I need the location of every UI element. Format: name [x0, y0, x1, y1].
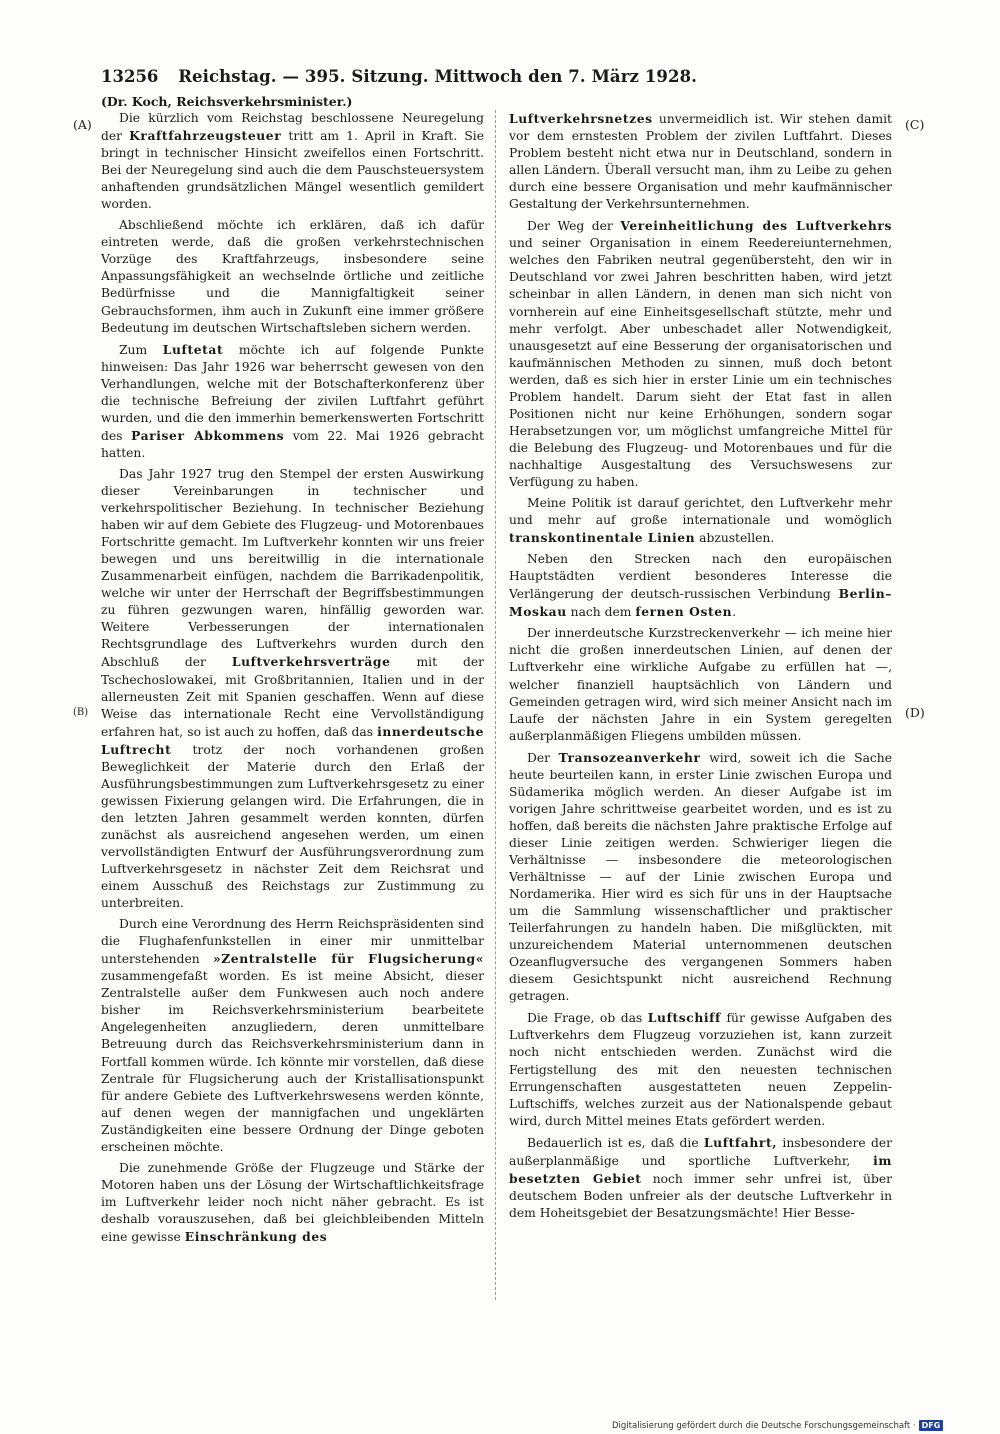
paragraph: [101, 466, 484, 912]
paragraph: [101, 916, 484, 1156]
text-run: Die kürzlich vom Reichstag beschlossene Neuregelung der: [101, 111, 484, 144]
paragraph: [509, 1009, 892, 1129]
digitization-footer: [612, 1420, 992, 1432]
dfg-logo-badge: DFG: [919, 1420, 944, 1431]
emphasis: Pariser Abkommens: [131, 427, 285, 443]
footer-credit: Digitalisierung gefördert durch die Deutsche Forschungsgemeinschaft ·: [612, 1421, 916, 1431]
margin-marker-b: (B): [73, 707, 89, 718]
emphasis: Vereinheitlichung des Luftverkehrs: [620, 218, 892, 234]
emphasis: Luftschiff: [647, 1010, 721, 1026]
emphasis: Luftfahrt,: [703, 1134, 778, 1150]
text-run: vom 22. Mai 1926 gebracht hatten.: [101, 428, 484, 460]
text-run: für gewisse Aufgaben des Luftverkehrs dem Flugzeug vorzuziehen ist, kann zurzeit noch nicht entschieden werden. Zunächst wird die Fertigstellung des mit den neuesten technischen Errungenschaften ausgestatteten neuen Zeppelin-Luftschiffs, welches zurzeit aus der Nationalspende gebaut wird, durch Mittel meines Etats gefördert werden.: [509, 1011, 892, 1128]
emphasis: fernen Osten: [635, 604, 733, 620]
emphasis: Luftverkehrsverträge: [231, 654, 391, 670]
text-run: Bedauerlich ist es, daß die: [527, 1135, 704, 1150]
text-run: abzustellen.: [695, 531, 775, 546]
text-run: mit der Tschechoslowakei, mit Großbritannien, Italien und in der allerneusten Zeit mit Spanien geschaffen. Wenn auf diese Weise das internationale Recht eine Vervollständigung erfahren hat, so ist auch zu hoffen, daß das: [101, 655, 484, 739]
text-run: Die zunehmende Größe der Flugzeuge und Stärke der Motoren haben uns der Lösung der Wirtschaftlichkeitsfrage im Luftverkehr leider noch nicht näher gebracht. Es ist deshalb vorauszusehen, daß bei gleichbleibenden Mitteln eine gewisse: [101, 1160, 484, 1244]
right-column: [509, 110, 892, 1310]
text-run: Neben den Strecken nach den europäischen Hauptstädten verdient besonderes Interesse die Verlängerung der deutsch-russischen Verbindung: [509, 552, 892, 602]
emphasis: Einschränkung des: [184, 1229, 328, 1244]
emphasis: transkontinentale Linien: [509, 530, 696, 546]
emphasis: Kraftfahrzeugsteuer: [129, 128, 282, 144]
column-divider: [495, 110, 496, 1300]
margin-marker-c: (C): [905, 117, 925, 132]
text-run: unvermeidlich ist. Wir stehen damit vor dem ernstesten Problem der zivilen Luftfahrt. Dieses Problem besteht nicht etwa nur in Deutschland, sondern in allen Ländern. Überall versucht man, ihm zu Leibe zu gehen durch eine bessere Organisation und mehr kaufmännischer Gestaltung der Verkehrsunternehmen.: [509, 112, 892, 212]
paragraph: [509, 551, 892, 621]
text-run: zusammengefaßt worden. Es ist meine Absicht, dieser Zentralstelle außer dem Funkwesen auch noch andere bisher im Reichsverkehrsministerium bearbeitete Angelegenheiten anzugliedern, deren unmittelbare Betreuung durch das Reichsverkehrsministerium dann in Fortfall kommen würde. Ich könnte mir vorstellen, daß diese Zentrale für Flugsicherung auch der Kristallisationspunkt für andere Gebiete des Luftverkehrswesens werden könnte, auf denen wegen der mannigfachen und ungeklärten Zuständigkeiten eine bessere Ordnung der Dinge geboten erscheinen möchte.: [101, 969, 484, 1154]
page-number: 13256: [101, 67, 159, 86]
paragraph: [101, 110, 484, 213]
emphasis: innerdeutsche Luftrecht: [101, 723, 484, 757]
paragraph: [509, 110, 892, 213]
emphasis: Luftetat: [162, 341, 224, 357]
text-run: insbesondere der außerplanmäßige und sportliche Luftverkehr,: [509, 1135, 892, 1168]
emphasis: Berlin–Moskau: [509, 586, 892, 620]
running-head: Reichstag. — 395. Sitzung. Mittwoch den 7. März 1928.: [178, 67, 697, 86]
text-run: noch immer sehr unfrei ist, über deutschem Boden unfreier als der deutsche Luftverkehr in dem Hoheitsgebiet der Besatzungsmächte! Hier Besse-: [509, 1171, 892, 1220]
text-run: .: [732, 605, 737, 620]
emphasis: »Zentralstelle für Flugsicherung«: [212, 951, 484, 967]
emphasis: Transozeanverkehr: [558, 749, 701, 765]
text-run: wird, soweit ich die Sache heute beurteilen kann, in erster Linie zwischen Europa und Südamerika möglich werden. An dieser Aufgabe ist im vorigen Jahre schrittweise gearbeitet worden, und es ist zu hoffen, daß bereits die nächsten Jahre praktische Erfolge auf dieser Linie zeitigen werden. Schwieriger liegen die Verhältnisse — insbesondere die meteorologischen Verhältnisse — auf der Linie zwischen Europa und Nordamerika. Hier wird es sich für uns in der Hauptsache um die Sammlung wissenschaftlicher und praktischer Teilerfahrungen zu handeln haben. Die mißglückten, mit unzureichendem Material unternommenen deutschen Ozeanflugversuche des vergangenen Sommers haben diesem Gesichtspunkt nicht ausreichend Rechnung getragen.: [509, 750, 892, 1004]
text-run: und seiner Organisation in einem Reedereiunternehmen, welches den Fabriken neutral gegenübersteht, den wir in Deutschland vor zwei Jahren beschritten haben, wird jetzt scheinbar in allen Ländern, in denen man sich nicht von vornherein auf eine Einheitsgesellschaft stützte, mehr und mehr verfolgt. Aber unbeschadet aller Notwendigkeit, unausgesetzt auf eine Besserung der organisatorischen und kaufmännischen Methoden zu sinnen, muß doch betont werden, daß es sich hier in erster Linie um ein technisches Problem handelt. Darum sieht der Etat fast in allen Positionen nicht nur keine Erhöhungen, sondern sogar Herabsetzungen vor, um möglichst umfangreiche Mittel für die Belebung des Flugzeug- und Motorenbaues und für die nachhaltige Ausgestaltung des Versuchswesens zur Verfügung zu haben.: [509, 236, 892, 489]
paragraph: Der innerdeutsche Kurzstreckenverkehr — ich meine hier nicht die großen innerdeutschen Linien, auf denen der Luftverkehr eine wirkliche Aufgabe zu erfüllen hat —, welcher finanziell hauptsächlich von Ländern und Gemeinden getragen wird, wird sich meiner Ansicht nach im Laufe der nächsten Jahre in ein System geregelten außerplanmäßigen Fliegens umbilden müssen.: [509, 626, 892, 743]
page-header: [101, 63, 697, 91]
text-run: trotz der noch vorhandenen großen Beweglichkeit der Materie durch den Erlaß der Ausführungsbestimmungen zum Luftverkehrsgesetz zu einer gewissen Fixierung gelangen wird. Die Erfahrungen, die in den letzten Jahren gesammelt werden konnten, dürfen zunächst als ausreichend angesehen werden, um einen vervollständigten Entwurf der Ausführungsverordnung zum Luftverkehrsgesetz in nächster Zeit dem Reichsrat und einem Ausschuß des Reichstags zur Zustimmung zu unterbreiten.: [101, 742, 484, 911]
paragraph: [509, 217, 892, 491]
left-column: [101, 110, 484, 1310]
margin-marker-a: (A): [73, 117, 92, 132]
text-run: Durch eine Verordnung des Herrn Reichspräsidenten sind die Flughafenfunkstellen in einer mir unmittelbar unterstehenden: [101, 917, 484, 967]
text-run: Zum: [119, 342, 163, 357]
paragraph: [509, 749, 892, 1006]
text-run: Das Jahr 1927 trug den Stempel der ersten Auswirkung dieser Vereinbarungen in technischer und verkehrspolitischer Beziehung. In technischer Beziehung haben wir auf dem Gebiete des Flugzeug- und Motorenbaues Fortschritte gemacht. Im Luftverkehr konnten wir uns freier bewegen und uns bereitwillig in die internationale Zusammenarbeit einfügen, nachdem die Barrikadenpolitik, welche wir unter der Herrschaft der Begriffsbestimmungen zu führen gezwungen waren, hinfällig geworden war. Weitere Verbesserungen der internationalen Rechtsgrundlage des Luftverkehrs wurden durch den Abschluß der: [101, 466, 484, 670]
paragraph: Abschließend möchte ich erklären, daß ich dafür eintreten werde, daß die großen verkehrstechnischen Vorzüge des Kraftfahrzeugs, insbesondere seine Anpassungsfähigkeit an wechselnde örtliche und zeitliche Bedürfnisse und die Mannigfaltigkeit seiner Gebrauchsformen, ihm auch in Zukunft eine immer größere Bedeutung im deutschen Wirtschaftsleben sichern werden.: [101, 218, 484, 335]
text-run: Der: [527, 750, 559, 765]
text-run: Der Weg der: [527, 219, 621, 234]
speaker-label: (Dr. Koch, Reichsverkehrsminister.): [101, 94, 353, 109]
paragraph: [509, 495, 892, 547]
paragraph: [509, 1134, 892, 1222]
text-run: nach dem: [566, 605, 636, 620]
text-run: möchte ich auf folgende Punkte hinweisen: Das Jahr 1926 war beherrscht gewesen von den Verhandlungen, welche mit der Botschafterkonferenz über die technische Befreiung der zivilen Luftfahrt geführt wurden, und die den immerhin bemerkenswerten Fortschritt des: [101, 342, 484, 443]
margin-marker-d: (D): [905, 705, 925, 720]
text-run: Meine Politik ist darauf gerichtet, den Luftverkehr mehr und mehr auf große internationale und womöglich: [509, 496, 892, 528]
emphasis: Luftverkehrsnetzes: [509, 111, 653, 126]
text-run: tritt am 1. April in Kraft. Sie bringt in technischer Hinsicht zweifellos einen Fortschritt. Bei der Neuregelung sind auch die dem Pauschsteuersystem anhaftenden grundsätzlichen Mängel wesentlich gemildert worden.: [101, 129, 484, 212]
emphasis: im besetzten Gebiet: [509, 1152, 892, 1186]
paragraph: [101, 1160, 484, 1246]
text-run: Die Frage, ob das: [527, 1011, 648, 1026]
paragraph: [101, 341, 484, 462]
